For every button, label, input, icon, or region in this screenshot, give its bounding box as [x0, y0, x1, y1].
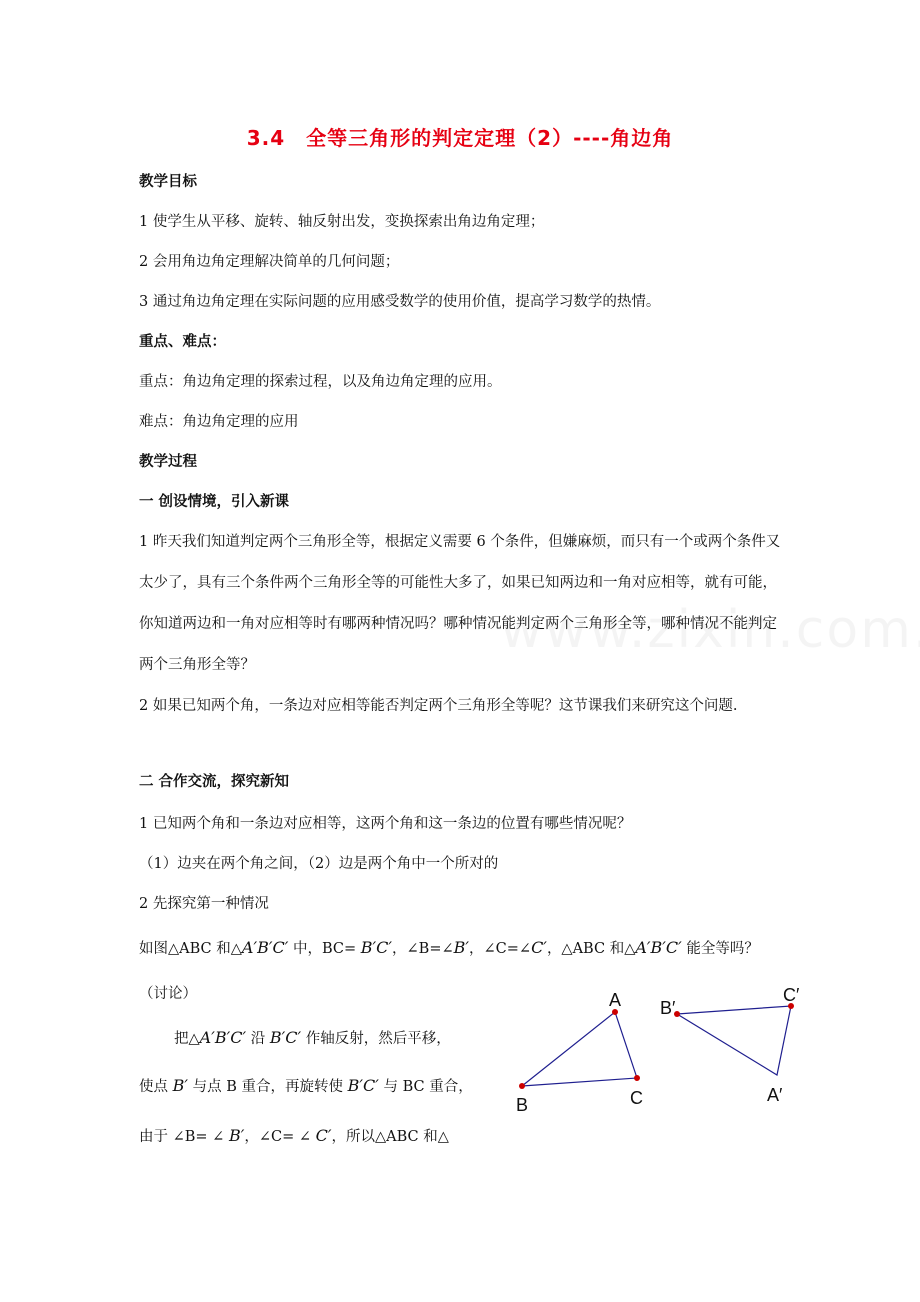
label-c-prime: C′ [783, 985, 800, 1005]
key-heading: 重点、难点： [139, 334, 226, 350]
label-b: B [516, 1095, 529, 1115]
text-run: ，所以△ABC 和△ [331, 1129, 449, 1145]
goal-3: 3 通过角边角定理在实际问题的应用感受数学的使用价值，提高学习数学的热情。 [139, 294, 661, 310]
text-run: 与 BC 重合， [378, 1079, 473, 1095]
figure-question [139, 938, 789, 959]
text-run: 中，BC= [288, 941, 361, 957]
triangle-abc [522, 1012, 637, 1086]
transform-line-3 [139, 1126, 499, 1147]
math-angle: C′ [315, 1126, 332, 1145]
text-run: ，∠C= ∠ [244, 1129, 316, 1145]
text-run: 能全等吗？ [681, 941, 759, 957]
paragraph-1: 1 昨天我们知道判定两个三角形全等，根据定义需要 6 个条件，但嫌麻烦，而只有一个或两个条件又太少了，具有三个条件两个三角形全等的可能性大多了，如果已知两边和一角对应相等，就有可能，你知道两边和一角对应相等时有哪两种情况吗？哪种情况能判定两个三角形全等，哪种情况不能判定两个三角形全等？ [139, 534, 781, 673]
text-run: △ABC 和△ [168, 941, 242, 957]
part1-heading: 一 创设情境，引入新课 [139, 494, 290, 510]
paragraph-2: 2 如果已知两个角，一条边对应相等能否判定两个三角形全等呢？这节课我们来研究这个问题. [139, 698, 738, 714]
math-segment: B′C′ [347, 1076, 379, 1095]
point-b [519, 1083, 525, 1089]
math-triangle: A′B′C′ [199, 1028, 247, 1047]
point-c [634, 1075, 640, 1081]
math-angle: C′ [531, 938, 547, 957]
math-triangle: A′B′C′ [241, 938, 289, 957]
math-point: B′ [172, 1076, 188, 1095]
key-point: 重点：角边角定理的探索过程，以及角边角定理的应用。 [139, 374, 502, 390]
math-angle: B′ [453, 938, 470, 957]
transform-line-1 [174, 1028, 504, 1049]
goals-heading: 教学目标 [139, 174, 197, 190]
label-b-prime: B′ [660, 998, 676, 1018]
math-segment: B′C′ [269, 1028, 302, 1047]
difficulty: 难点：角边角定理的应用 [139, 414, 299, 430]
label-a-prime: A′ [767, 1085, 783, 1105]
text-run: 如图 [139, 941, 168, 957]
label-a: A [609, 990, 622, 1010]
text-run: 由于 ∠B= ∠ [139, 1129, 229, 1145]
text-run: ，∠C=∠ [469, 941, 532, 957]
text-run: 使点 [139, 1079, 173, 1095]
triangle-figure [500, 985, 820, 1115]
math-angle: B′ [228, 1126, 245, 1145]
page-title: 3.4 全等三角形的判定定理（2）----角边角 [246, 126, 674, 150]
transform-line-2 [139, 1076, 499, 1097]
text-run: ，∠B=∠ [392, 941, 454, 957]
text-run: 沿 [246, 1031, 270, 1047]
question-1: 1 已知两个角和一条边对应相等，这两个角和这一条边的位置有哪些情况呢？ [139, 816, 632, 832]
text-run: 与点 B 重合，再旋转使 [188, 1079, 348, 1095]
text-run: ，△ABC 和△ [546, 941, 636, 957]
question-2: 2 先探究第一种情况 [139, 896, 269, 912]
math-segment: B′C′ [360, 938, 393, 957]
part2-heading: 二 合作交流，探究新知 [139, 774, 290, 790]
label-c: C [630, 1088, 643, 1108]
goal-1: 1 使学生从平移、旋转、轴反射出发，变换探索出角边角定理； [139, 214, 545, 230]
text-run: 作轴反射，然后平移， [301, 1031, 451, 1047]
discuss-label: （讨论） [139, 986, 197, 1002]
triangle-a2b2c2 [677, 1006, 791, 1075]
math-triangle: A′B′C′ [635, 938, 682, 957]
goal-2: 2 会用角边角定理解决简单的几何问题； [139, 254, 400, 270]
process-heading: 教学过程 [139, 454, 197, 470]
question-1-answer: （1）边夹在两个角之间，（2）边是两个角中一个所对的 [139, 856, 499, 872]
text-run: 把△ [174, 1031, 200, 1047]
